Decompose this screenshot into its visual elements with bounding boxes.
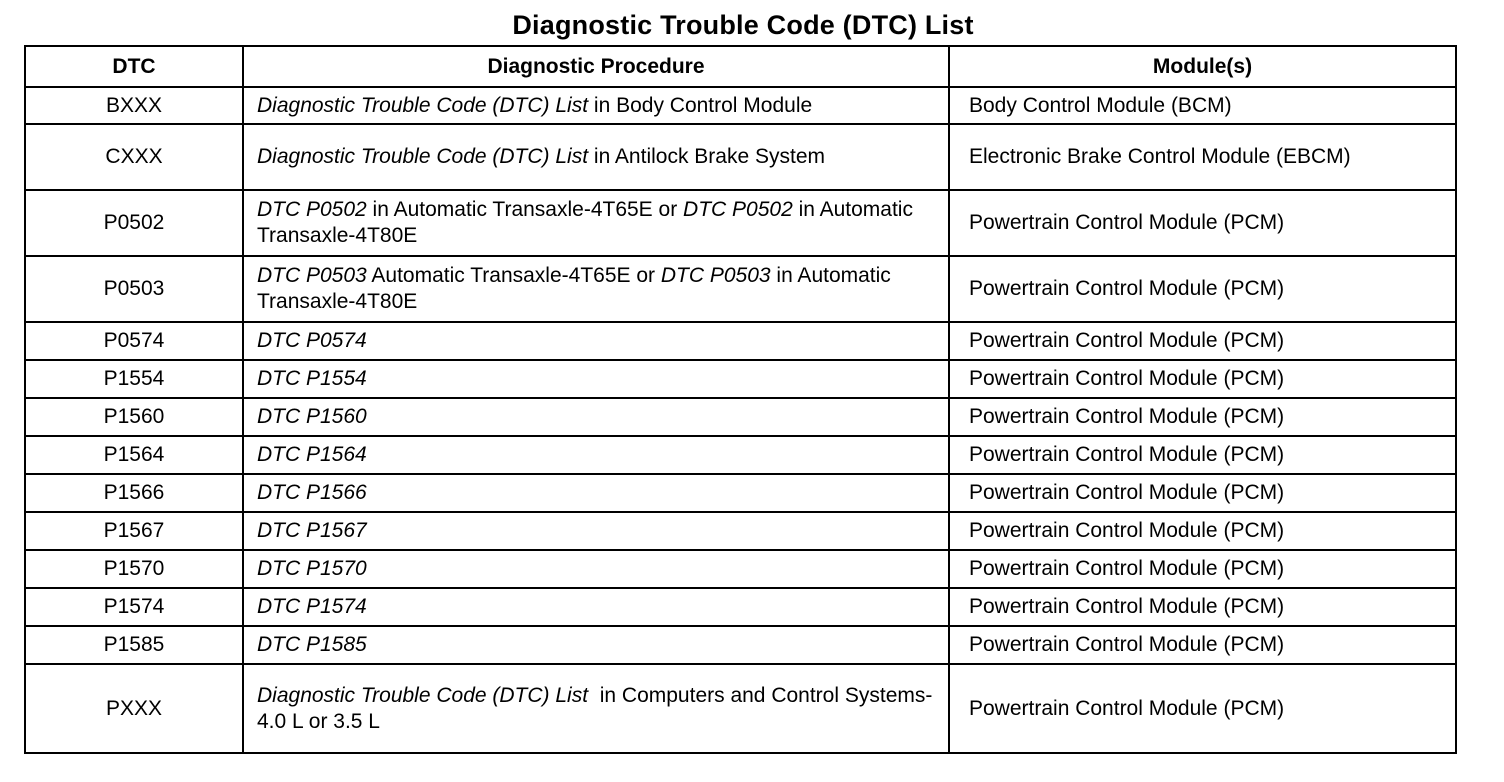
dtc-code: P1560 [25, 398, 243, 436]
table-row [25, 322, 1456, 360]
procedure-text-2: in Automatic Transaxle-4T80E [257, 198, 913, 247]
procedure-link-text: DTC P0503 [257, 264, 367, 287]
table-row [25, 256, 1456, 322]
diagnostic-procedure [243, 626, 949, 664]
module-name: Powertrain Control Module (PCM) [949, 398, 1456, 436]
dtc-code: P1585 [25, 626, 243, 664]
diagnostic-procedure [243, 474, 949, 512]
table-row [25, 664, 1456, 753]
procedure-link-text: DTC P1566 [257, 481, 367, 504]
module-name: Powertrain Control Module (PCM) [949, 550, 1456, 588]
procedure-link-text: Diagnostic Trouble Code (DTC) List [257, 145, 589, 168]
procedure-link-text: DTC P1574 [257, 595, 367, 618]
module-name: Powertrain Control Module (PCM) [949, 436, 1456, 474]
procedure-link-text-2: DTC P0503 [660, 264, 771, 287]
table-row [25, 398, 1456, 436]
table-row [25, 124, 1456, 190]
procedure-text-2: in Automatic Transaxle-4T80E [257, 264, 891, 313]
table-row [25, 550, 1456, 588]
dtc-code: P1566 [25, 474, 243, 512]
module-name: Powertrain Control Module (PCM) [949, 256, 1456, 322]
table-row [25, 87, 1456, 124]
procedure-link-text: DTC P1570 [257, 557, 367, 580]
dtc-code: P0574 [25, 322, 243, 360]
procedure-link-text: DTC P1564 [257, 443, 367, 466]
dtc-code: P1564 [25, 436, 243, 474]
diagnostic-procedure [243, 190, 949, 256]
procedure-link-text: DTC P0502 [257, 198, 367, 221]
header-modules: Module(s) [949, 46, 1456, 87]
diagnostic-procedure [243, 398, 949, 436]
table-row [25, 190, 1456, 256]
procedure-link-text: DTC P1554 [257, 367, 367, 390]
table-row [25, 626, 1456, 664]
diagnostic-procedure [243, 124, 949, 190]
procedure-text: in Automatic Transaxle-4T65E or [366, 198, 684, 221]
dtc-code: CXXX [25, 124, 243, 190]
table-header-row [25, 46, 1456, 87]
module-name: Body Control Module (BCM) [949, 87, 1456, 124]
table-row [25, 360, 1456, 398]
dtc-code: P0502 [25, 190, 243, 256]
procedure-text: in Antilock Brake System [588, 145, 825, 168]
diagnostic-procedure [243, 87, 949, 124]
module-name: Powertrain Control Module (PCM) [949, 512, 1456, 550]
page-title: Diagnostic Trouble Code (DTC) List [512, 10, 974, 40]
procedure-link-text: DTC P1560 [257, 405, 367, 428]
procedure-link-text: Diagnostic Trouble Code (DTC) List [257, 683, 589, 707]
procedure-link-text: Diagnostic Trouble Code (DTC) List [257, 93, 589, 117]
diagnostic-procedure [243, 436, 949, 474]
diagnostic-procedure [243, 588, 949, 626]
table-row [25, 512, 1456, 550]
diagnostic-procedure [243, 360, 949, 398]
dtc-code: P1567 [25, 512, 243, 550]
procedure-link-text: DTC P1585 [257, 633, 367, 656]
diagnostic-procedure [243, 550, 949, 588]
module-name: Powertrain Control Module (PCM) [949, 626, 1456, 664]
procedure-link-text: DTC P0574 [257, 329, 367, 352]
procedure-text: in Body Control Module [588, 93, 813, 117]
procedure-link-text-2: DTC P0502 [683, 198, 793, 221]
module-name: Powertrain Control Module (PCM) [949, 360, 1456, 398]
module-name: Powertrain Control Module (PCM) [949, 588, 1456, 626]
header-dtc: DTC [25, 46, 243, 87]
dtc-code: P0503 [25, 256, 243, 322]
diagnostic-procedure [243, 664, 949, 753]
module-name: Electronic Brake Control Module (EBCM) [949, 124, 1456, 190]
module-name: Powertrain Control Module (PCM) [949, 322, 1456, 360]
header-diagnostic-procedure: Diagnostic Procedure [243, 46, 949, 87]
dtc-code: P1570 [25, 550, 243, 588]
procedure-link-text: DTC P1567 [257, 519, 367, 542]
module-name: Powertrain Control Module (PCM) [949, 190, 1456, 256]
dtc-code: BXXX [25, 87, 243, 124]
diagnostic-procedure [243, 256, 949, 322]
procedure-text: Automatic Transaxle-4T65E or [366, 264, 661, 287]
module-name: Powertrain Control Module (PCM) [949, 474, 1456, 512]
table-row [25, 588, 1456, 626]
diagnostic-procedure [243, 322, 949, 360]
dtc-code: PXXX [25, 664, 243, 753]
dtc-code: P1574 [25, 588, 243, 626]
table-row [25, 474, 1456, 512]
diagnostic-procedure [243, 512, 949, 550]
dtc-table [24, 45, 1457, 754]
module-name: Powertrain Control Module (PCM) [949, 664, 1456, 753]
procedure-text: in Computers and Control Systems-4.0 L or 3.5 L [257, 683, 933, 733]
dtc-code: P1554 [25, 360, 243, 398]
table-row [25, 436, 1456, 474]
